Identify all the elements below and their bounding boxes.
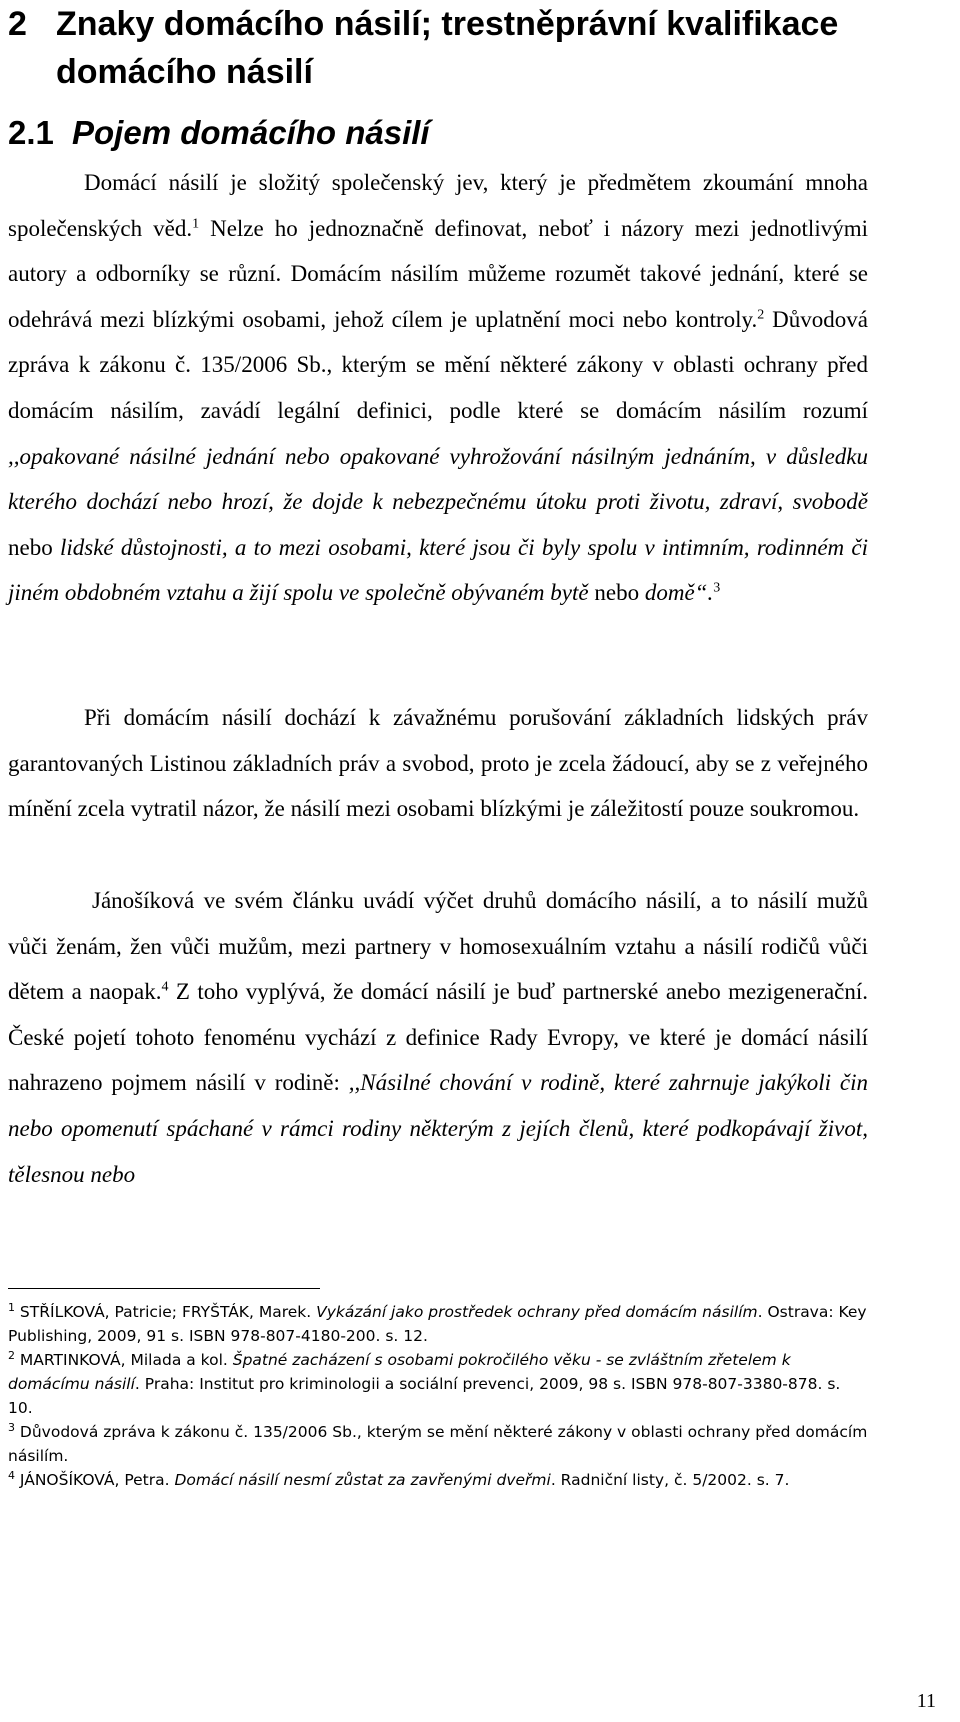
paragraph-3 xyxy=(8,878,868,1197)
footnote-2 xyxy=(8,1348,868,1420)
paragraph-1-text-d: nebo xyxy=(8,534,60,560)
paragraph-3-text-a: Jánošíková ve svém článku uvádí výčet druhů domácího násilí, a to násilí mužů vůči ženám, žen vůči mužům, mezi partnery v homosexuálním vztahu a násilí rodičů vůči dětem a naopak. xyxy=(8,888,868,1005)
council-of-europe-quote: ,,Násilné chování v rodině, které zahrnuje jakýkoli čin nebo opomenutí spáchané v rámci rodiny některým z jejích členů, které podkopávají život, tělesnou nebo xyxy=(8,1070,868,1187)
footnote-ref-3: 3 xyxy=(713,580,721,596)
footnote-number: 1 xyxy=(8,1300,15,1314)
footnote-separator xyxy=(8,1288,320,1289)
legal-definition-quote-cont: lidské důstojnosti, a to mezi osobami, které jsou či byly spolu v intimním, rodinném či jiném obdobném vztahu a žijí spolu ve společně obývaném bytě xyxy=(8,534,868,606)
legal-definition-quote-end: domě“. xyxy=(644,580,714,606)
footnotes xyxy=(8,1300,868,1492)
footnote-title: Vykázání jako prostředek ochrany před domácím násilím xyxy=(316,1303,758,1321)
footnote-text: STŘÍLKOVÁ, Patricie; FRYŠTÁK, Marek. xyxy=(15,1303,317,1321)
footnote-title: Domácí násilí nesmí zůstat za zavřenými dveřmi xyxy=(174,1471,551,1489)
footnote-ref-1: 1 xyxy=(192,215,200,231)
footnote-text-end: . Radniční listy, č. 5/2002. s. 7. xyxy=(550,1471,790,1489)
chapter-title-line2: domácího násilí xyxy=(56,53,313,91)
footnote-3 xyxy=(8,1420,868,1468)
footnote-text-end: . Ostrava: Key Publishing, 2009, 91 s. ISBN 978-807-4180-200. s. 12. xyxy=(8,1303,867,1345)
footnote-text-end: . Praha: Institut pro kriminologii a sociální prevenci, 2009, 98 s. ISBN 978-807-3380-878. s. 10. xyxy=(8,1375,841,1417)
footnote-number: 4 xyxy=(8,1468,15,1482)
section-number: 2.1 xyxy=(8,114,54,151)
legal-definition-quote: ,,opakované násilné jednání nebo opakované vyhrožování násilným jednáním, v důsledku kterého dochází nebo hrozí, že dojde k nebezpečnému útoku proti životu, zdraví, svobodě xyxy=(8,443,868,515)
chapter-heading xyxy=(8,0,908,96)
section-title: Pojem domácího násilí xyxy=(72,114,430,151)
paragraph-3-text-b: Z toho vyplývá, že domácí násilí je buď partnerské anebo mezigenerační. České pojetí tohoto fenoménu vychází z definice Rady Evropy, ve které je domácí násilí nahrazeno pojmem násilí v rodině: xyxy=(8,979,868,1096)
paragraph-1-text-c: Důvodová zpráva k zákonu č. 135/2006 Sb., kterým se mění některé zákony v oblasti ochrany před domácím násilím, zavádí legální definici, podle které se domácím násilím rozumí xyxy=(8,306,868,423)
footnote-number: 3 xyxy=(8,1420,15,1434)
paragraph-1-text-a: Domácí násilí je složitý společenský jev, který je předmětem zkoumání mnoha společenských věd. xyxy=(8,170,868,241)
paragraph-1-text-e: nebo xyxy=(588,580,645,606)
page-number: 11 xyxy=(916,1690,936,1712)
chapter-title-line1: Znaky domácího násilí; trestněprávní kvalifikace xyxy=(56,5,839,43)
footnote-4 xyxy=(8,1468,868,1492)
paragraph-1 xyxy=(8,160,868,616)
footnote-text: MARTINKOVÁ, Milada a kol. xyxy=(15,1351,233,1369)
section-heading xyxy=(8,110,430,156)
footnote-1 xyxy=(8,1300,868,1348)
paragraph-2: Při domácím násilí dochází k závažnému porušování základních lidských práv garantovaných Listinou základních práv a svobod, proto je zcela žádoucí, aby se z veřejného mínění zcela vytratil názor, že násilí mezi osobami blízkými je záležitostí pouze soukromou. xyxy=(8,705,868,822)
chapter-number: 2 xyxy=(8,5,27,43)
footnote-ref-2: 2 xyxy=(757,307,765,323)
footnote-ref-4: 4 xyxy=(161,979,169,995)
footnote-number: 2 xyxy=(8,1348,15,1362)
paragraph-1-text-b: Nelze ho jednoznačně definovat, neboť i názory mezi jednotlivými autory a odborníky se různí. Domácím násilím můžeme rozumět takové jednání, které se odehrává mezi blízkými osobami, jehož cílem je uplatnění moci nebo kontroly. xyxy=(8,215,868,332)
footnote-title: Špatné zacházení s osobami pokročilého věku - se zvláštním zřetelem k domácímu násilí xyxy=(8,1351,791,1393)
footnote-text: JÁNOŠÍKOVÁ, Petra. xyxy=(15,1471,175,1489)
footnote-text: Důvodová zpráva k zákonu č. 135/2006 Sb., kterým se mění některé zákony v oblasti ochrany před domácím násilím. xyxy=(8,1423,868,1465)
